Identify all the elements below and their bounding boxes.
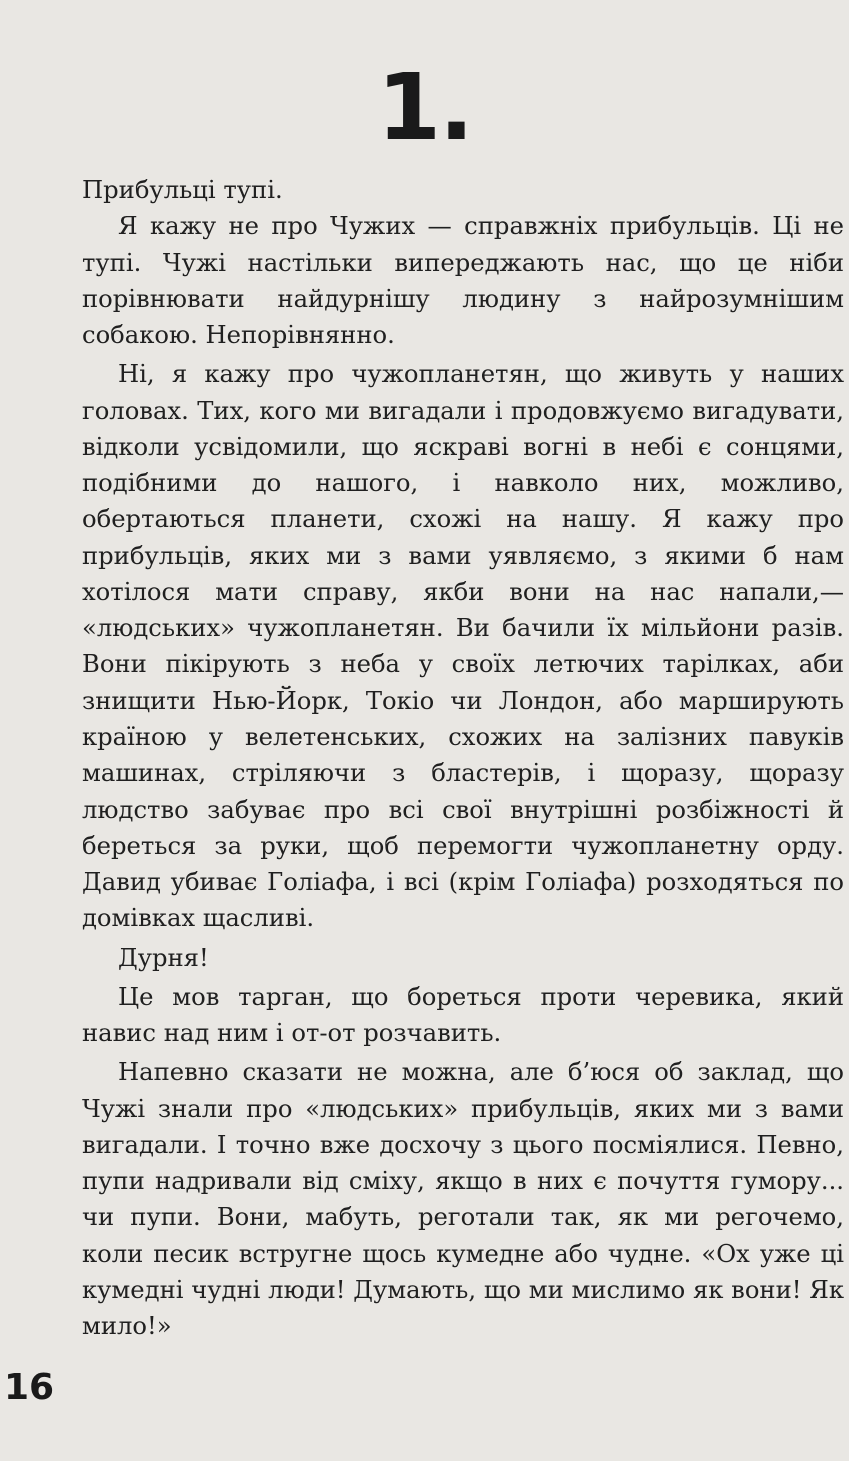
page-number: 16 (4, 1367, 55, 1408)
paragraph: Напевно сказати не можна, але б’юся об заклад, що Чужі знали про «людських» прибульців, яких ми з вами вигадали. І точно вже досхочу з цього посміялися. Певно, пупи надривали від сміху, якщо в них є почуття гумору... чи пупи. Вони, мабуть, реготали так, як ми регочемо, коли песик встругне щось кумедне або чудне. «Ох уже ці кумедні чудні люди! Думають, що ми мислимо як вони! Як мило!» (82, 1057, 844, 1341)
paragraph: Я кажу не про Чужих — справжніх прибульців. Ці не тупі. Чужі настільки випереджають нас, що це ніби порівнювати найдурнішу людину з найрозумнішим собакою. Непорівнянно. (82, 211, 844, 350)
chapter-body (82, 172, 844, 1345)
paragraph: Це мов тарган, що бореться проти черевика, який навис над ним і от-от розчавить. (82, 981, 844, 1048)
paragraph: Прибульці тупі. (82, 175, 283, 204)
paragraph: Дурня! (118, 942, 209, 972)
paragraph: Ні, я кажу про чужопланетян, що живуть у наших головах. Тих, кого ми вигадали і продовжуємо вигадувати, відколи усвідомили, що яскраві вогні в небі є сонцями, подібними до нашого, і навколо них, можливо, обертаються планети, схожі на нашу. Я кажу про прибульців, яких ми з вами уявляємо, з якими б нам хотілося мати справу, якби вони на нас напали,— «людських» чужопланетян. Ви бачили їх мільйони разів. Вони пікірують з неба у своїх летючих тарілках, аби знищити Нью-Йорк, Токіо чи Лондон, або марширують країною у велетенських, схожих на залізних павуків машинах, стріляючи з бластерів, і щоразу, щоразу людство забуває про всі свої внутрішні розбіжності й береться за руки, щоб перемогти чужопланетну орду. Давид убиває Голіафа, і всі (крім Голіафа) розходяться по домівках щасливі. (82, 359, 844, 933)
chapter-number: 1. (377, 54, 472, 161)
